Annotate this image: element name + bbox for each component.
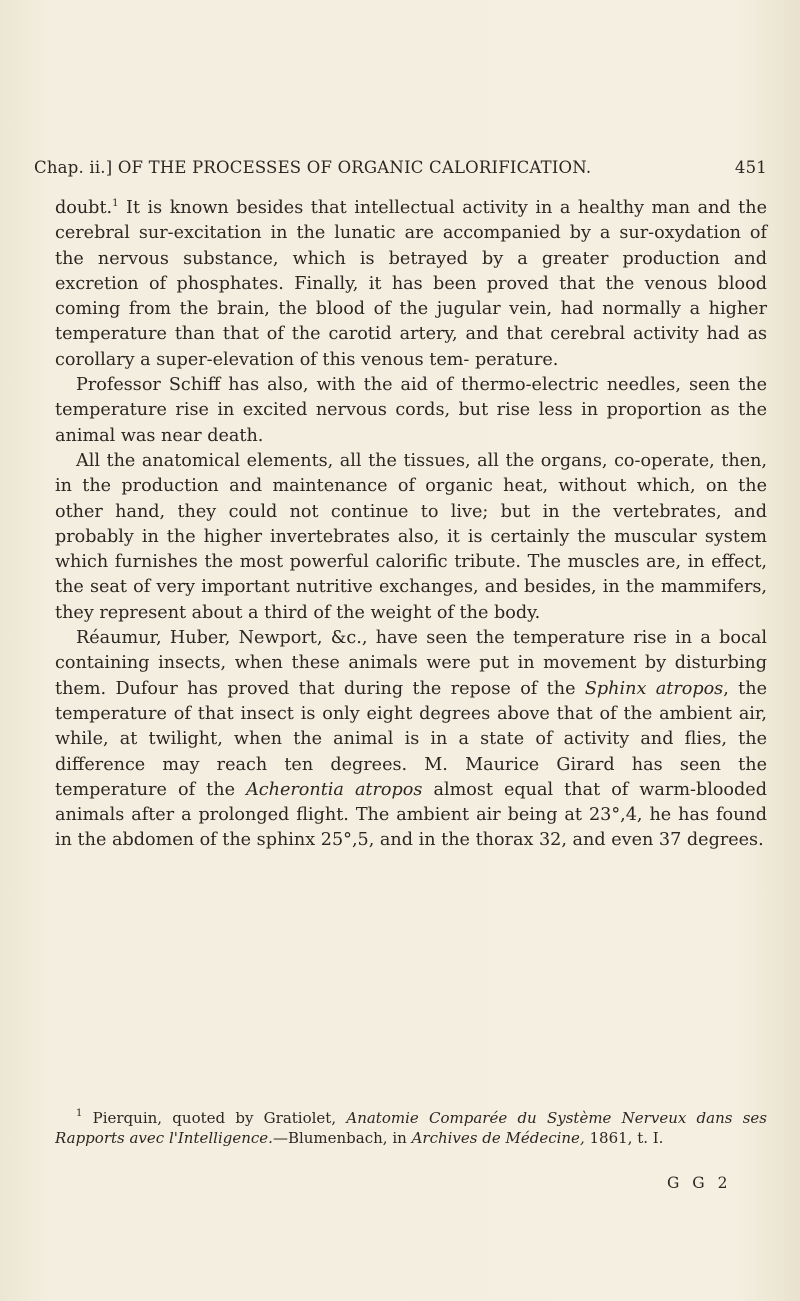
footnote-marker: 1	[76, 1108, 83, 1119]
paragraph	[55, 196, 767, 373]
paragraph	[55, 373, 767, 449]
italic-text: Anatomie Comparée du Système Nerveux dans ses Rapports avec l'Intelligence.	[55, 1109, 767, 1147]
running-head	[34, 158, 767, 177]
text-segment: It is known besides that intellectual activity in a healthy man and the cerebral sur-excitation in the lunatic are accompanied by a sur-oxydation of the nervous substance, which is betrayed by a greater production and excretion of phosphates. Finally, it has been proved that the venous blood coming from the brain, the blood of the jugular vein, had normally a higher temperature than that of the carotid artery, and that cerebral activity had as corollary a super-elevation of this venous tem- perature.	[55, 198, 767, 370]
text-segment: Pierquin, quoted by Gratiolet,	[82, 1109, 347, 1127]
paragraph	[55, 626, 767, 854]
italic-text: Acherontia atropos	[246, 779, 423, 800]
footnote-marker: 1	[112, 198, 119, 209]
italic-text: Archives de Médecine,	[411, 1129, 585, 1147]
text-segment: All the anatomical elements, all the tissues, all the organs, co-operate, then, in the production and maintenance of organic heat, without which, on the other hand, they could not continue to live; but in the vertebrates, and probably in the higher invertebrates also, it is certainly the muscular system which furnishes the most powerful calorific tribute. The muscles are, in effect, the seat of very important nutritive exchanges, and besides, in the mammifers, they represent about a third of the weight of the body.	[55, 450, 767, 623]
text-segment: 1861, t. I.	[584, 1129, 664, 1147]
text-segment: doubt.	[55, 198, 113, 218]
text-segment: —Blumenbach, in	[272, 1129, 412, 1147]
signature-mark: G G 2	[667, 1174, 732, 1192]
text-segment: Réaumur, Huber, Newport, &c., have seen the temperature rise in a bocal containing insects, when these animals were put in movement by disturbing them. Dufour has proved that during the repose of the	[55, 628, 767, 699]
running-head-title: Chap. ii.] OF THE PROCESSES OF ORGANIC CALORIFICATION.	[34, 158, 592, 177]
text-segment: , the temperature of that insect is only eight degrees above that of the ambient air, while, at twilight, when the animal is in a state of activity and flies, the difference may reach ten degrees. M. Maurice Girard has seen the temperature of the	[55, 678, 767, 800]
footnote	[55, 1108, 767, 1148]
page-number: 451	[734, 158, 767, 177]
body-text	[55, 196, 767, 854]
paragraph	[55, 449, 767, 626]
italic-text: Sphinx atropos	[584, 678, 724, 699]
text-segment: Professor Schiff has also, with the aid of thermo-electric needles, seen the temperature rise in excited nervous cords, but rise less in proportion as the animal was near death.	[55, 375, 767, 446]
text-segment: almost equal that of warm-blooded animals after a prolonged flight. The ambient air being at 23°,4, he has found in the abdomen of the sphinx 25°,5, and in the thorax 32, and even 37 degrees.	[55, 779, 767, 851]
